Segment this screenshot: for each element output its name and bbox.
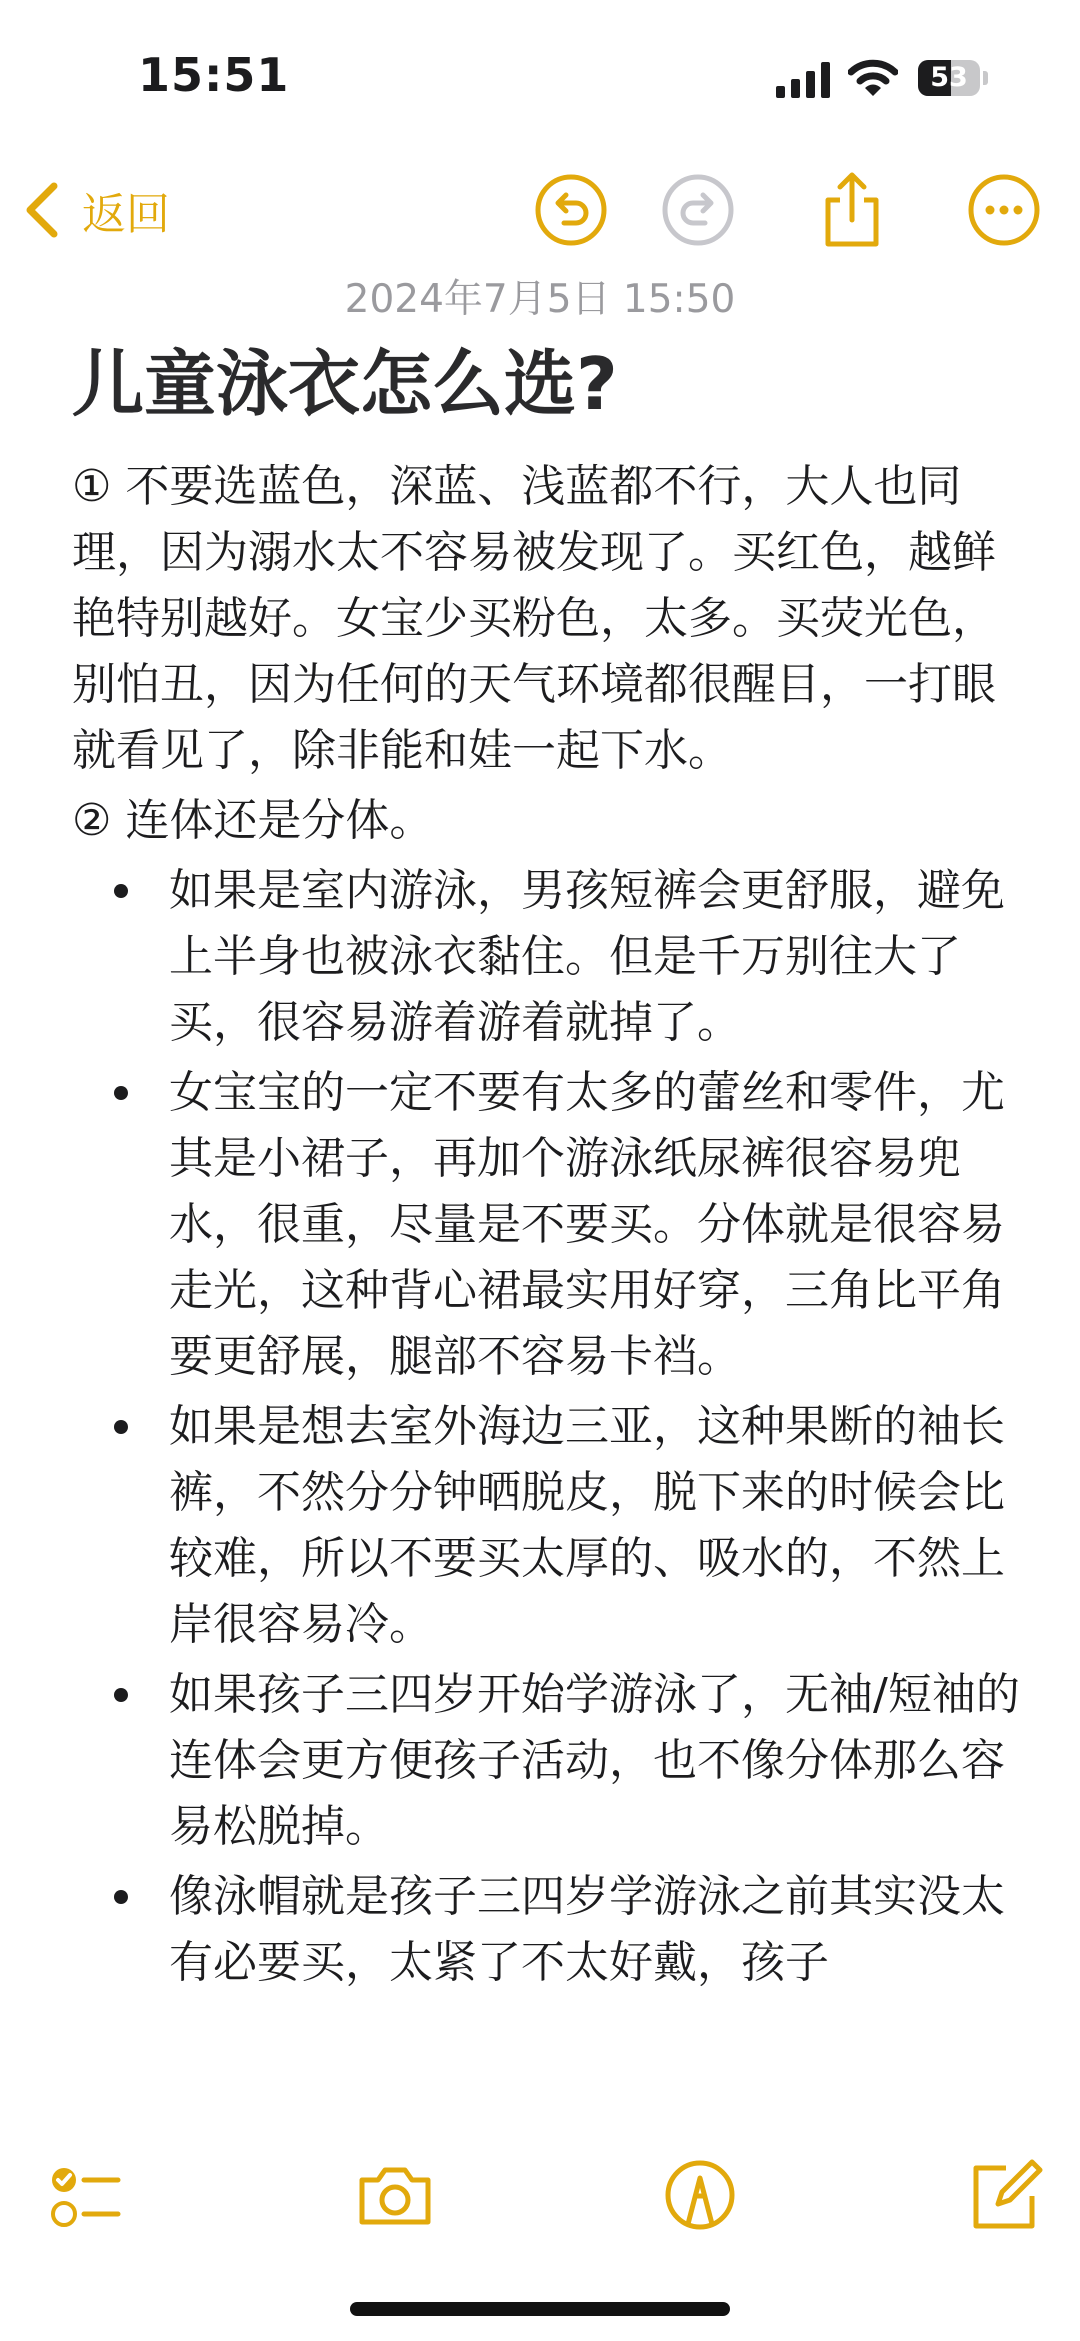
home-indicator[interactable] [350,2302,730,2316]
bullet-dot-icon [114,1420,128,1434]
bullet-text: 女宝宝的一定不要有太多的蕾丝和零件，尤其是小裙子，再加个游泳纸尿裤很容易兜水，很重，尽量是不要买。分体就是很容易走光，这种背心裙最实用好穿，三角比平角要更舒展，腿部不容易卡裆。 [169,1067,1005,1382]
nav-bar [0,160,1080,260]
undo-icon [533,172,609,248]
bottom-toolbar [0,2140,1080,2250]
bullet-list [72,858,1030,1996]
note-timestamp: 2024年7月5日 15:50 [344,277,736,322]
camera-icon [350,2150,440,2240]
bullet-dot-icon [114,1688,128,1702]
back-button[interactable] [22,174,170,246]
battery-tip [983,71,988,85]
bullet-dot-icon [114,884,128,898]
battery-icon [918,60,988,96]
more-icon [966,172,1042,248]
bullet-dot-icon [114,1086,128,1100]
status-bar [0,0,1080,150]
more-button[interactable] [966,172,1042,248]
bullet-item [72,858,1030,1056]
camera-button[interactable] [350,2150,440,2240]
checklist-icon [40,2150,130,2240]
bullet-item [72,1060,1030,1390]
markup-button[interactable] [655,2150,745,2240]
compose-icon [960,2150,1050,2240]
status-time: 15:51 [138,48,290,102]
back-label: 返回 [82,189,170,240]
bullet-dot-icon [114,1890,128,1904]
chevron-left-icon [22,180,62,240]
bullet-text: 如果孩子三四岁开始学游泳了，无袖/短袖的连体会更方便孩子活动，也不像分体那么容易松脱掉。 [169,1669,1020,1852]
note-title[interactable]: 儿童泳衣怎么选? [72,342,618,426]
share-icon [814,172,890,248]
redo-button[interactable] [660,172,736,248]
bullet-text: 如果是室内游泳，男孩短裤会更舒服，避免上半身也被泳衣黏住。但是千万别往大了买，很容易游着游着就掉了。 [169,865,1005,1048]
redo-icon [660,172,736,248]
signal-icon [776,62,832,98]
share-button[interactable] [814,172,890,248]
markup-icon [655,2150,745,2240]
bullet-item [72,1662,1030,1860]
bullet-text: 如果是想去室外海边三亚，这种果断的袖长裤，不然分分钟晒脱皮，脱下来的时候会比较难，所以不要买太厚的、吸水的，不然上岸很容易冷。 [169,1401,1005,1650]
bullet-item [72,1864,1030,1996]
note-paragraph: ② 连体还是分体。 [72,795,434,846]
battery-body [918,60,980,96]
note-body[interactable] [72,454,1030,2104]
undo-button[interactable] [533,172,609,248]
bullet-item [72,1394,1030,1658]
wifi-icon [848,58,898,98]
compose-button[interactable] [960,2150,1050,2240]
bullet-text: 像泳帽就是孩子三四岁学游泳之前其实没太有必要买，太紧了不太好戴，孩子 [169,1871,1005,1988]
note-paragraph: ① 不要选蓝色，深蓝、浅蓝都不行，大人也同理，因为溺水太不容易被发现了。买红色，越鲜艳特别越好。女宝少买粉色，太多。买荧光色，别怕丑，因为任何的天气环境都很醒目，一打眼就看见了，除非能和娃一起下水。 [72,461,996,776]
checklist-button[interactable] [40,2150,130,2240]
battery-level: 53 [930,62,968,93]
